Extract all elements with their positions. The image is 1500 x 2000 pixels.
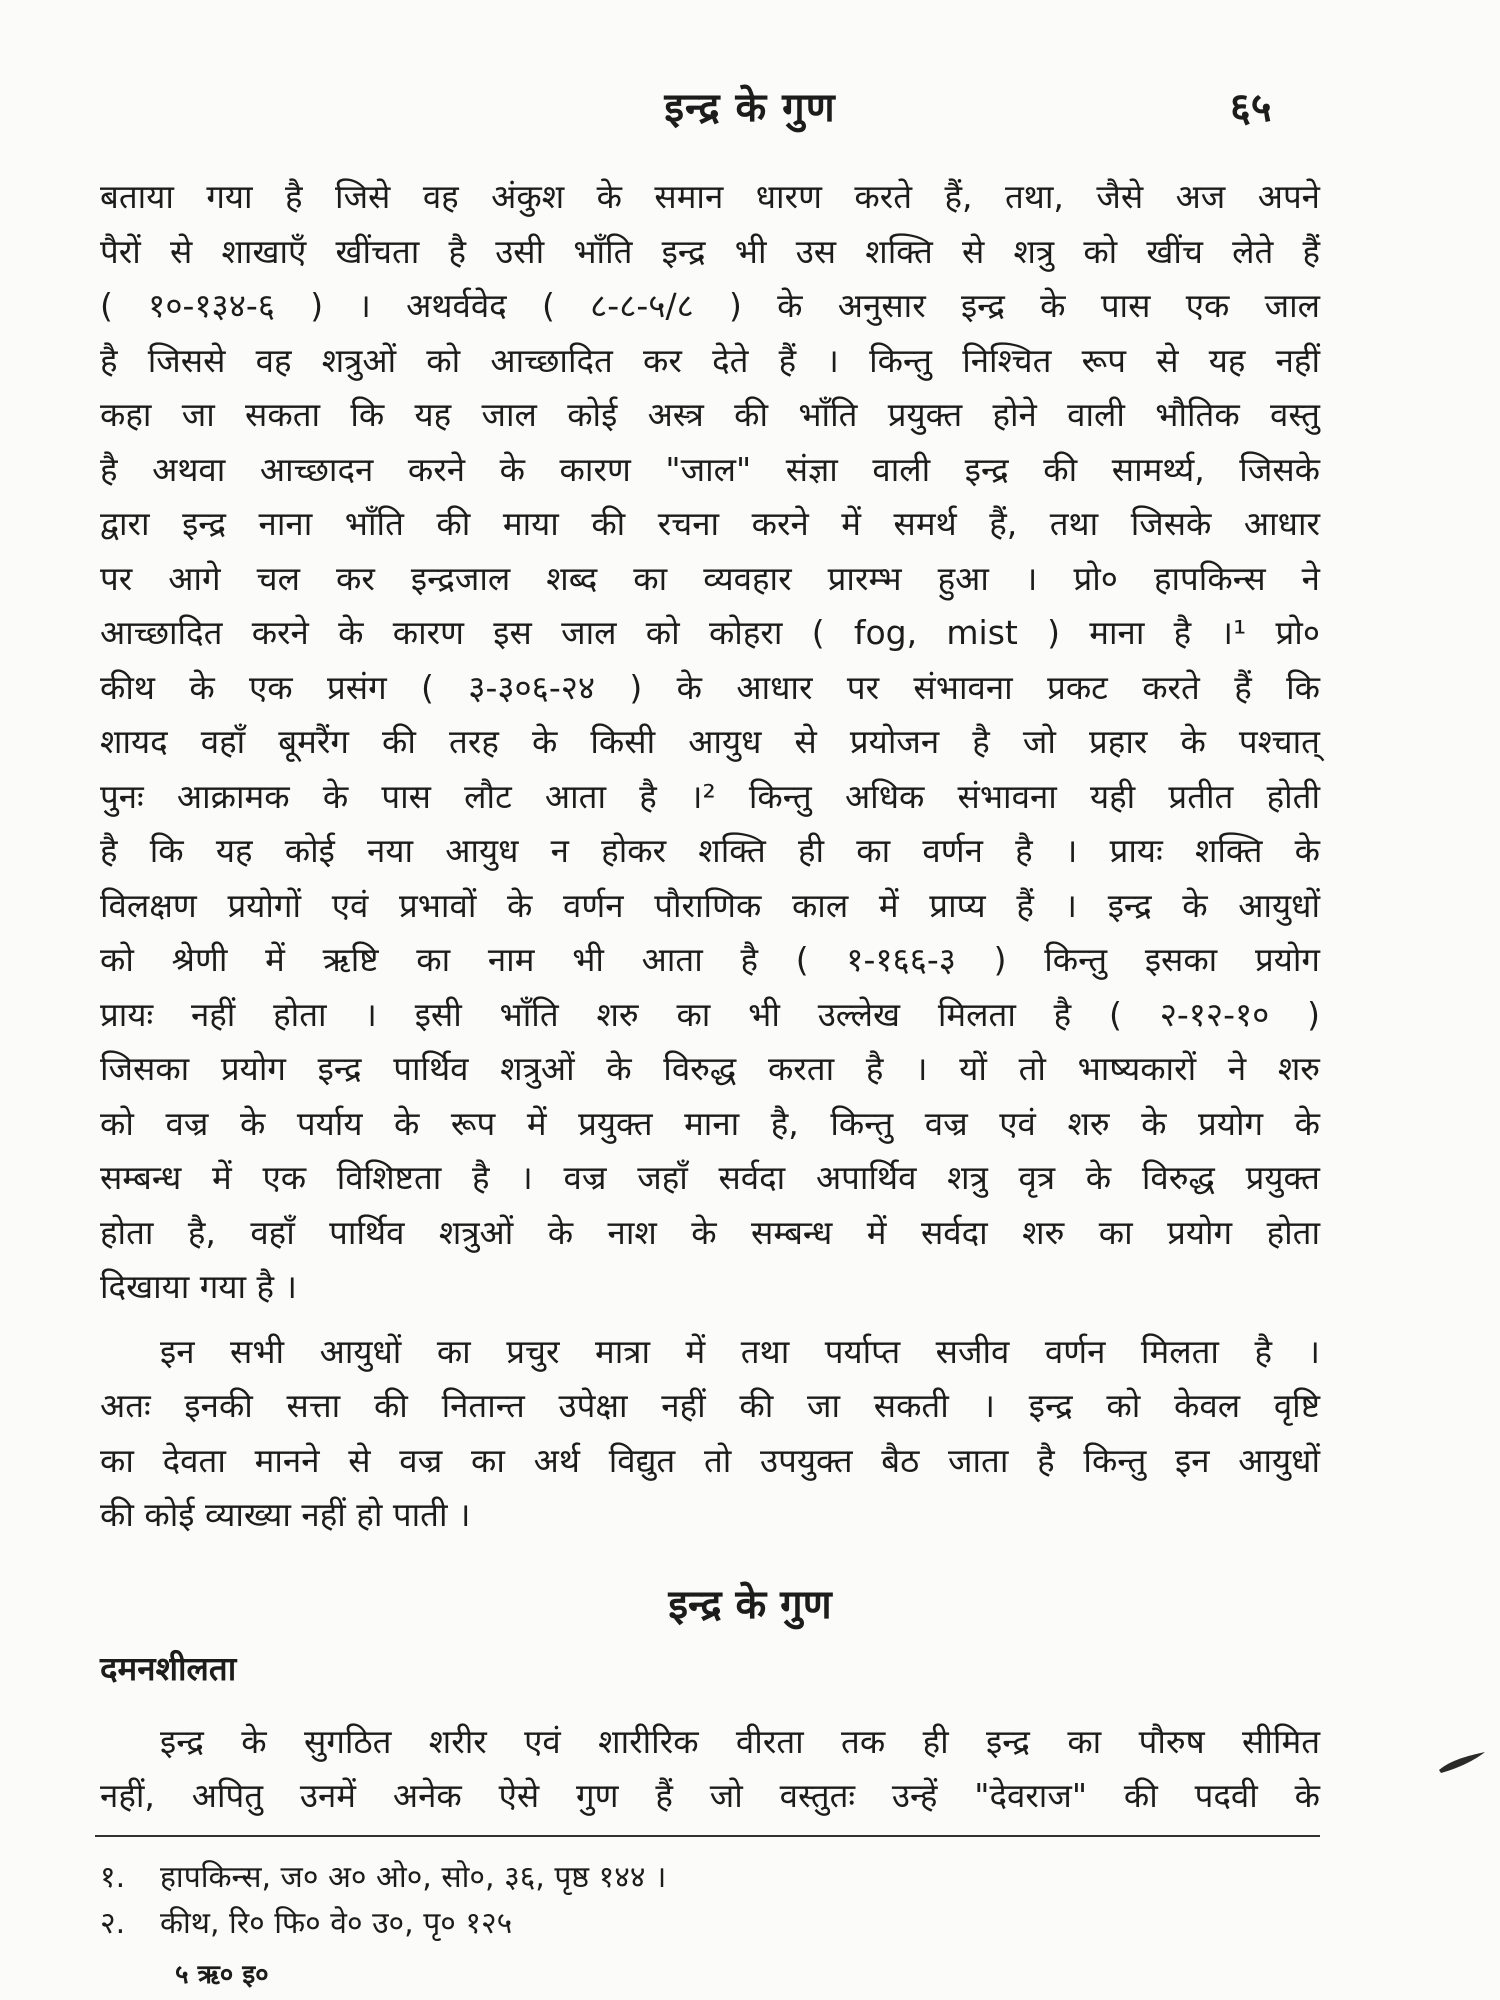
subsection-title: दमनशीलता: [100, 1649, 237, 1688]
text-line: पुनः आक्रामक के पास लौट आता है ।² किन्तु अधिक संभावना यही प्रतीत होती: [100, 776, 1320, 816]
text-line: है जिससे वह शत्रुओं को आच्छादित कर देते हैं । किन्तु निश्चित रूप से यह नहीं: [100, 340, 1320, 380]
text-line: द्वारा इन्द्र नाना भाँति की माया की रचना करने में समर्थ हैं, तथा जिसके आधार: [100, 504, 1320, 543]
footnote-divider: [95, 1835, 1320, 1837]
text-line: विलक्षण प्रयोगों एवं प्रभावों के वर्णन पौराणिक काल में प्राप्य हैं । इन्द्र के आयुधों: [100, 885, 1320, 925]
footnotes: [100, 1855, 1300, 1947]
running-head: इन्द्र के गुण: [664, 85, 836, 131]
text-line: है अथवा आच्छादन करने के कारण "जाल" संज्ञा वाली इन्द्र की सामर्थ्य, जिसके: [100, 449, 1320, 489]
text-line: पर आगे चल कर इन्द्रजाल शब्द का व्यवहार प्रारम्भ हुआ । प्रो० हापकिन्स ने: [100, 558, 1320, 598]
text-line: कहा जा सकता कि यह जाल कोई अस्त्र की भाँति प्रयुक्त होने वाली भौतिक वस्तु: [100, 395, 1320, 434]
text-line: इन्द्र के सुगठित शरीर एवं शारीरिक वीरता तक ही इन्द्र का पौरुष सीमित: [160, 1722, 1320, 1761]
page-number: ६५: [1230, 85, 1272, 131]
text-line: जिसका प्रयोग इन्द्र पार्थिव शत्रुओं के विरुद्ध करता है । यों तो भाष्यकारों ने शरु: [100, 1049, 1320, 1088]
text-line: शायद वहाँ बूमरैंग की तरह के किसी आयुध से प्रयोजन है जो प्रहार के पश्चात्: [100, 722, 1320, 761]
text-line: कीथ के एक प्रसंग ( ३-३०६-२४ ) के आधार पर संभावना प्रकट करते हैं कि: [100, 667, 1320, 707]
text-line: इन सभी आयुधों का प्रचुर मात्रा में तथा पर्याप्त सजीव वर्णन मिलता है ।: [160, 1331, 1320, 1371]
text-line: को श्रेणी में ऋष्टि का नाम भी आता है ( १-१६६-३ ) किन्तु इसका प्रयोग: [100, 940, 1320, 979]
text-line: ( १०-१३४-६ ) । अथर्ववेद ( ८-८-५/८ ) के अनुसार इन्द्र के पास एक जाल: [100, 286, 1320, 325]
signature-mark: ५ ऋ० इ०: [175, 1960, 269, 1990]
footnote-mark: २.: [100, 1906, 126, 1941]
text-line: की कोई व्याख्या नहीं हो पाती ।: [100, 1495, 471, 1534]
text-line: बताया गया है जिसे वह अंकुश के समान धारण करते हैं, तथा, जैसे अज अपने: [100, 177, 1320, 216]
pen-mark-icon: [1435, 1748, 1490, 1776]
text-line: को वज्र के पर्याय के रूप में प्रयुक्त माना है, किन्तु वज्र एवं शरु के प्रयोग के: [100, 1103, 1320, 1143]
text-line: है कि यह कोई नया आयुध न होकर शक्ति ही का वर्णन है । प्रायः शक्ति के: [100, 831, 1320, 870]
text-line: नहीं, अपितु उनमें अनेक ऐसे गुण हैं जो वस्तुतः उन्हें "देवराज" की पदवी के: [100, 1776, 1320, 1815]
text-line: दिखाया गया है ।: [100, 1267, 298, 1306]
text-line: सम्बन्ध में एक विशिष्टता है । वज्र जहाँ सर्वदा अपार्थिव शत्रु वृत्र के विरुद्ध प्रयुक्त: [100, 1158, 1320, 1197]
text-line: प्रायः नहीं होता । इसी भाँति शरु का भी उल्लेख मिलता है ( २-१२-१० ): [100, 994, 1320, 1034]
text-line: का देवता मानने से वज्र का अर्थ विद्युत तो उपयुक्त बैठ जाता है किन्तु इन आयुधों: [100, 1440, 1320, 1480]
footnote-text: हापकिन्स, ज० अ० ओ०, सो०, ३६, पृष्ठ १४४ ।: [160, 1860, 667, 1895]
text-line: होता है, वहाँ पार्थिव शत्रुओं के नाश के सम्बन्ध में सर्वदा शरु का प्रयोग होता: [100, 1212, 1320, 1252]
footnote-mark: १.: [100, 1860, 126, 1895]
section-title: इन्द्र के गुण: [668, 1582, 832, 1628]
paragraph-2: [100, 1325, 1320, 1543]
text-line: आच्छादित करने के कारण इस जाल को कोहरा ( fog, mist ) माना है ।¹ प्रो०: [100, 613, 1320, 652]
footnote-text: कीथ, रि० फि० वे० उ०, पृ० १२५: [160, 1906, 513, 1941]
text-line: अतः इनकी सत्ता की नितान्त उपेक्षा नहीं की जा सकती । इन्द्र को केवल वृष्टि: [100, 1386, 1320, 1425]
paragraph-3: [100, 1715, 1320, 1823]
paragraph-1: [100, 170, 1320, 1543]
text-line: पैरों से शाखाएँ खींचता है उसी भाँति इन्द्र भी उस शक्ति से शत्रु को खींच लेते हैं: [100, 231, 1320, 271]
footnote-item: [100, 1901, 1300, 1947]
footnote-item: [100, 1855, 1300, 1901]
